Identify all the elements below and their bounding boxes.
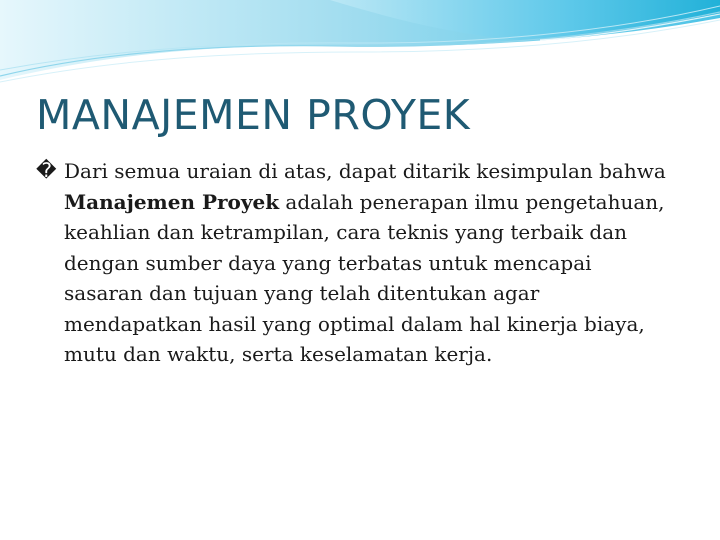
paragraph-text-after: adalah penerapan ilmu pengetahuan, keahlian dan ketrampilan, cara teknis yang terbaik dan dengan sumber daya yang terbatas untuk mencapai sasaran dan tujuan yang telah ditentukan agar mendapatkan hasil yang optimal dalam hal kinerja biaya, mutu dan waktu, serta keselamatan kerja. — [64, 189, 665, 366]
wave-header-decoration — [0, 0, 720, 90]
paragraph-emphasis: Manajemen Proyek — [64, 189, 280, 214]
slide-title: MANAJEMEN PROYEK — [36, 91, 471, 139]
bullet-glyph: � — [36, 158, 57, 182]
paragraph-text-before: Dari semua uraian di atas, dapat ditarik kesimpulan bahwa — [64, 159, 666, 183]
slide-body — [36, 156, 676, 370]
bullet-paragraph — [36, 156, 676, 370]
